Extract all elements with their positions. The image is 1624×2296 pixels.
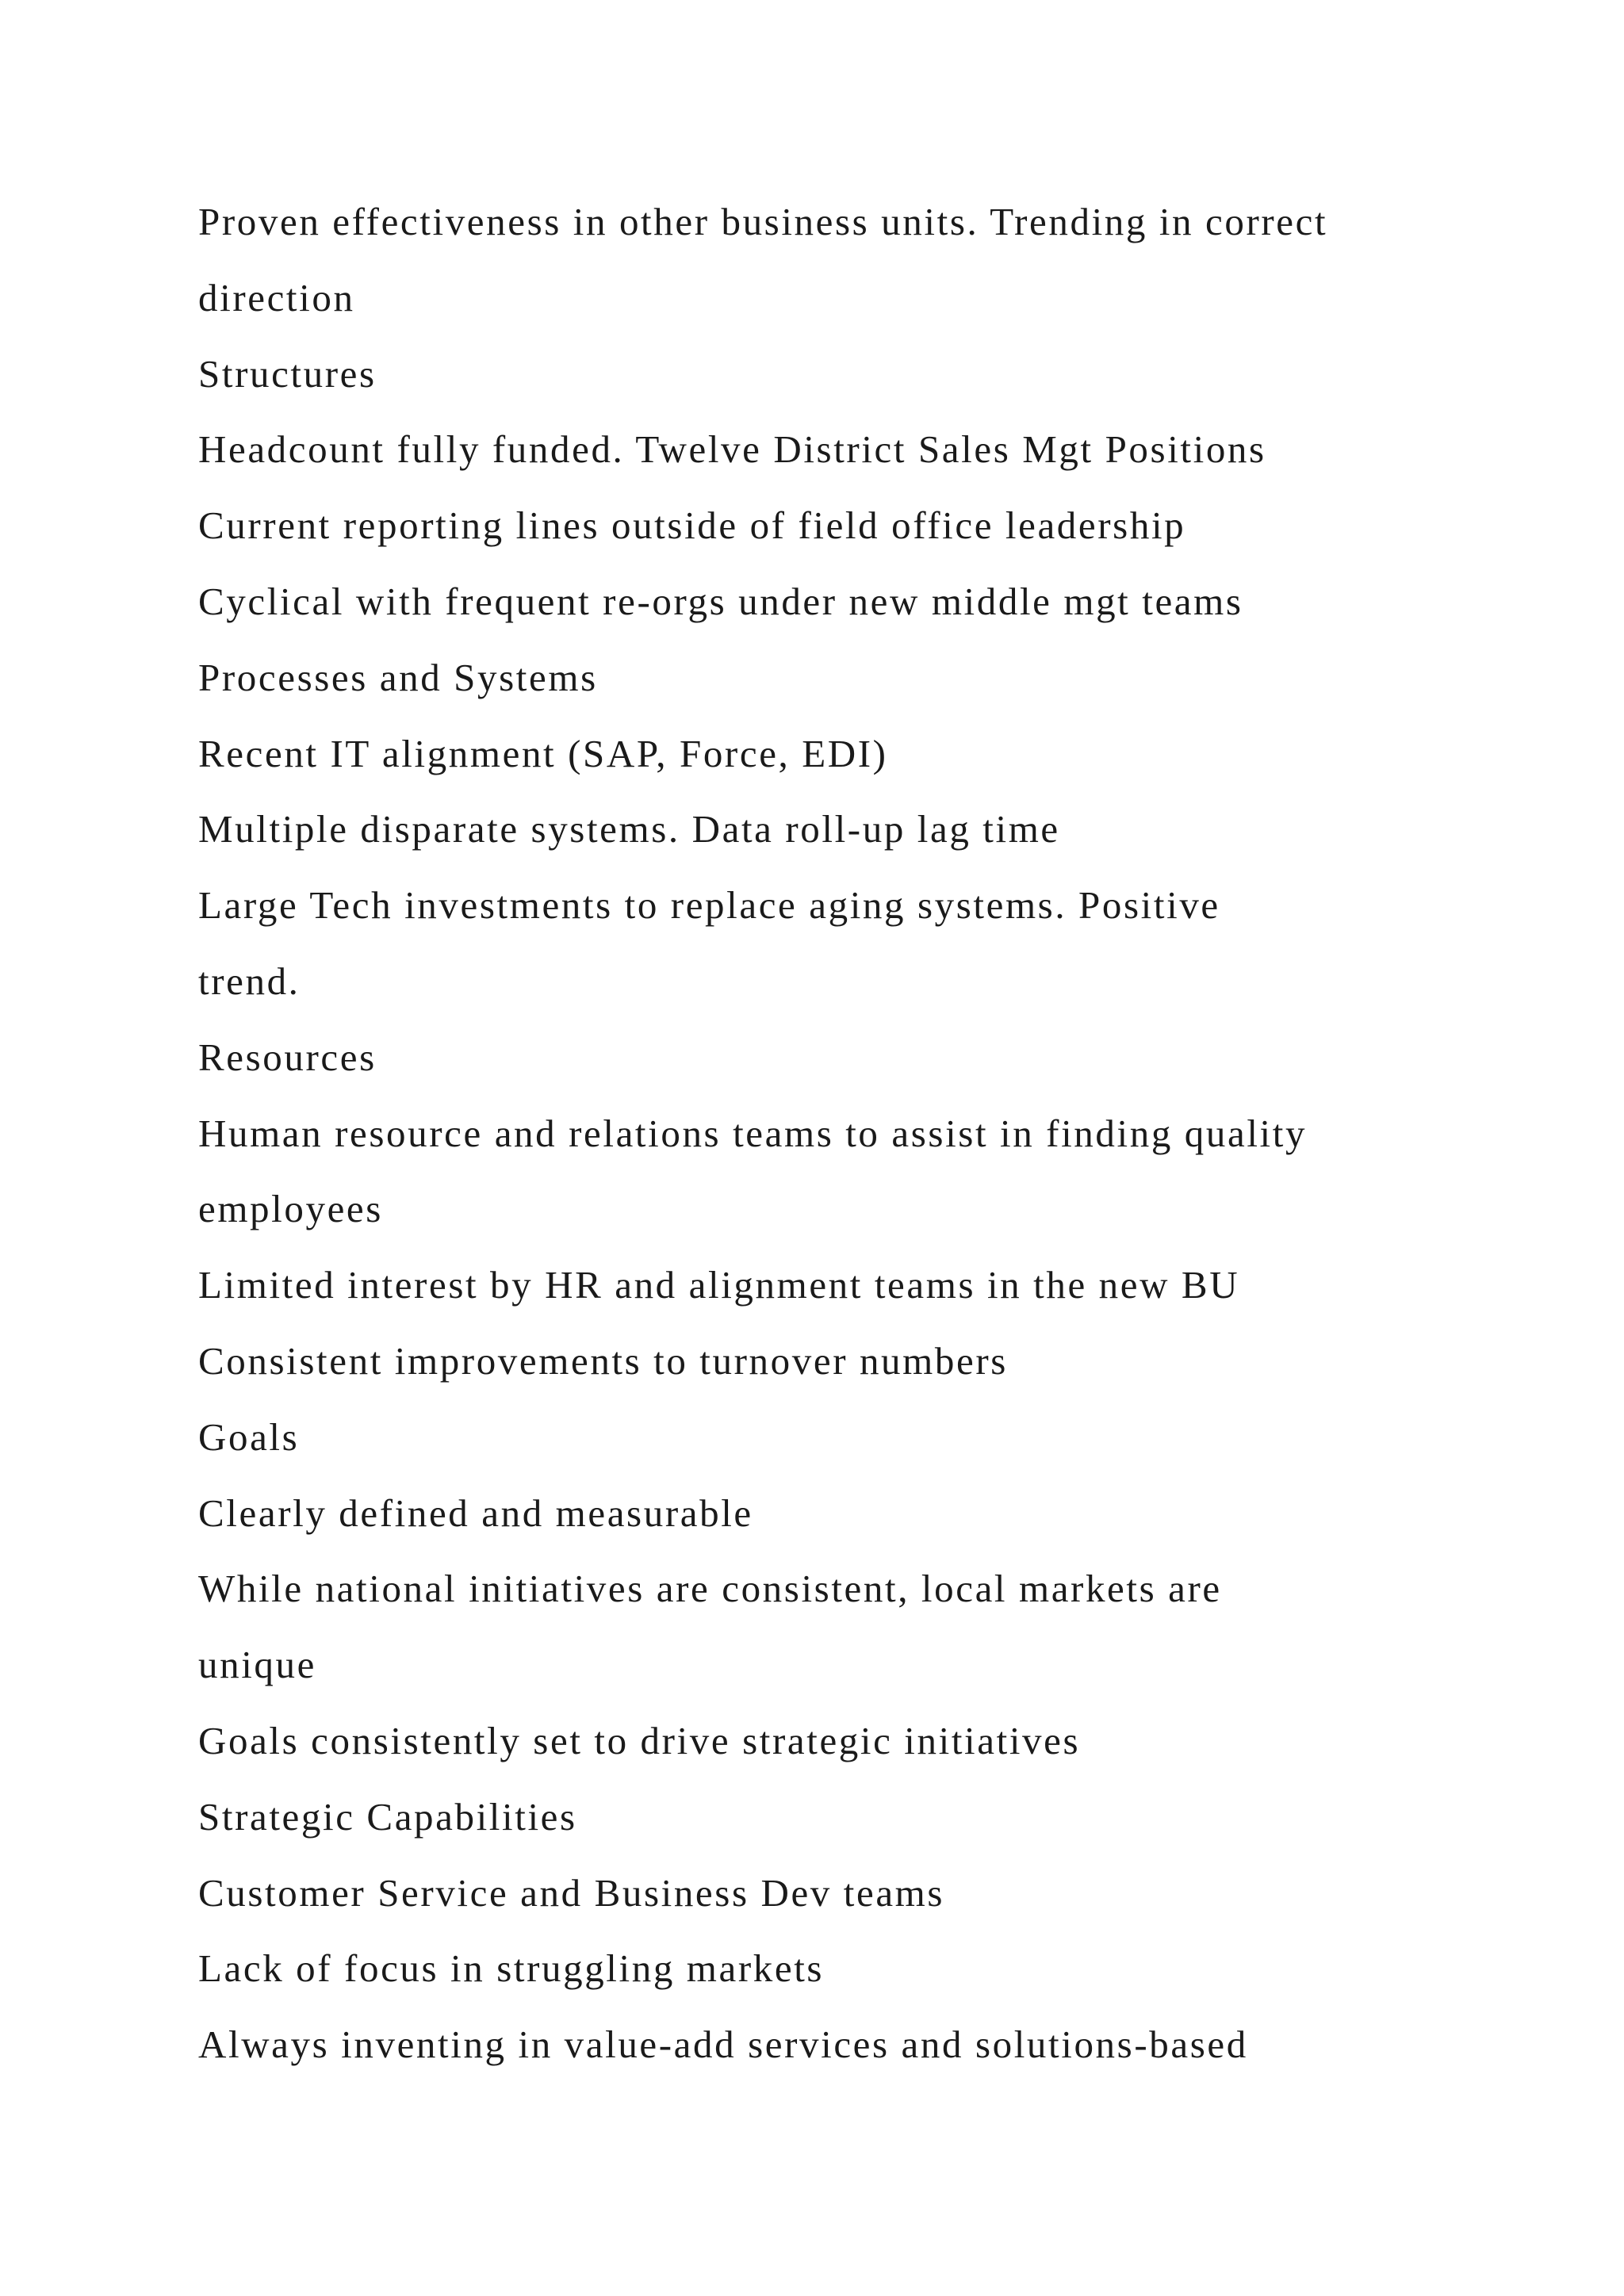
text-line: employees	[198, 1187, 383, 1231]
text-line: unique	[198, 1643, 316, 1687]
text-line: Cyclical with frequent re-orgs under new middle mgt teams	[198, 579, 1243, 623]
document-body	[198, 184, 1483, 2083]
text-line: Human resource and relations teams to assist in finding quality	[198, 1111, 1308, 1155]
text-line: Limited interest by HR and alignment teams in the new BU	[198, 1263, 1240, 1307]
section-heading-goals: Goals	[198, 1414, 300, 1459]
text-line: direction	[198, 275, 355, 320]
text-line: Current reporting lines outside of field office leadership	[198, 503, 1186, 548]
text-line: Lack of focus in struggling markets	[198, 1946, 825, 1991]
section-heading-strategic-capabilities: Strategic Capabilities	[198, 1794, 577, 1839]
text-line: While national initiatives are consistent, local markets are	[198, 1567, 1222, 1611]
text-line: Customer Service and Business Dev teams	[198, 1870, 945, 1915]
text-line: Clearly defined and measurable	[198, 1490, 753, 1535]
text-line: Recent IT alignment (SAP, Force, EDI)	[198, 731, 888, 775]
text-line: Goals consistently set to drive strategic initiatives	[198, 1718, 1081, 1762]
text-line: trend.	[198, 959, 301, 1003]
text-line: Consistent improvements to turnover numbers	[198, 1338, 1008, 1383]
text-line: Headcount fully funded. Twelve District Sales Mgt Positions	[198, 427, 1266, 472]
section-heading-processes-and-systems: Processes and Systems	[198, 655, 598, 699]
text-line: Large Tech investments to replace aging systems. Positive	[198, 883, 1220, 928]
text-line: Proven effectiveness in other business units. Trending in correct	[198, 200, 1328, 243]
text-line: Always inventing in value-add services and solutions-based	[198, 2022, 1248, 2067]
section-heading-structures: Structures	[198, 351, 377, 396]
text-line: Multiple disparate systems. Data roll-up lag time	[198, 807, 1060, 851]
section-heading-resources: Resources	[198, 1035, 377, 1079]
